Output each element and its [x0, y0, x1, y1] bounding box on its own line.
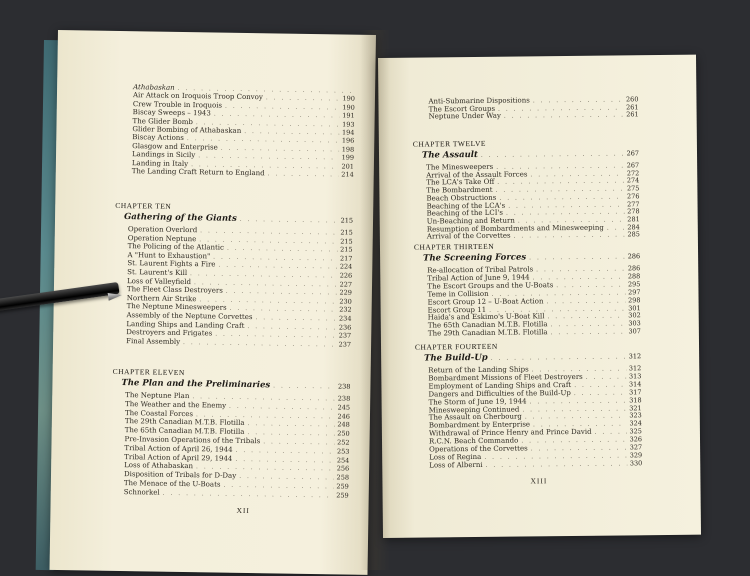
toc-entry-page: 215 [340, 228, 353, 237]
toc-entry-page: 191 [342, 111, 355, 120]
toc-leader-dots [551, 329, 626, 338]
toc-leader-dots [240, 216, 338, 225]
toc-entry-page: 230 [339, 297, 352, 306]
toc-entry-page: 193 [342, 120, 355, 129]
toc-entry-title: Glasgow and Enterprise [132, 141, 218, 152]
toc-entry-page: 313 [628, 372, 642, 381]
toc-entry-page: 232 [339, 305, 352, 315]
toc-entry-page: 317 [629, 387, 642, 397]
toc-entry-title: Bombardment by Enterprise [428, 420, 531, 430]
toc-entry-page: 217 [339, 254, 353, 263]
section-page: 267 [626, 149, 640, 158]
toc-entry-page: 198 [341, 145, 355, 154]
section-page: 286 [627, 252, 641, 261]
toc-entry-title: Final Assembly [126, 336, 181, 346]
toc-entry-title: Operation Neptune [127, 233, 197, 243]
toc-entry-page: 227 [339, 280, 353, 289]
toc-entry-title: Loss of Alberni [429, 460, 483, 470]
toc-entry-title: Beaching of the LCA's [426, 201, 506, 210]
chapter-heading: CHAPTER FOURTEEN [414, 341, 498, 352]
toc-entry-title: St. Laurent Fights a Fire [127, 259, 216, 269]
toc-entry-title: The Fleet Class Destroyers [126, 285, 223, 295]
toc-entry-page: 259 [336, 482, 349, 491]
toc-entry-page: 312 [628, 364, 642, 373]
right-page [378, 55, 701, 538]
toc-entry [429, 459, 642, 470]
toc-entry-page: 318 [629, 395, 642, 404]
chapter-heading: CHAPTER TWELVE [412, 138, 486, 149]
toc-entry-page: 253 [336, 447, 350, 456]
toc-entry-page: 307 [628, 327, 641, 336]
toc-entry-title: Destroyers and Frigates [126, 328, 213, 338]
toc-entry-title: Return of the Landing Ships [428, 365, 529, 375]
toc-entry-title: Beaching of the LCI's [426, 208, 504, 218]
section-title-text: The Assault [421, 149, 478, 161]
left-page [50, 30, 376, 575]
toc-entry-title: Arrival of the Assault Forces [426, 170, 528, 180]
toc-entry-title: Loss of Valleyfield [127, 276, 192, 286]
toc-entry-title: The Escort Groups and the U-Boats [427, 280, 554, 291]
toc-entry-page: 284 [627, 222, 640, 231]
toc-entry-page: 326 [629, 435, 643, 444]
toc-entry-page: 260 [625, 95, 639, 104]
toc-entry-title: The Minesweepers [426, 162, 494, 172]
toc-entry-page: 301 [628, 303, 641, 312]
toc-entry-page: 224 [339, 262, 353, 272]
toc-entry-title: Employment of Landing Ships and Craft [428, 380, 572, 391]
toc-entry-page: 252 [337, 438, 350, 447]
toc-entry-page: 295 [627, 280, 641, 289]
section-title-text: Gathering of the Giants [123, 212, 237, 224]
toc-entry-page: 236 [338, 323, 352, 332]
toc-entry-page: 237 [338, 331, 352, 340]
toc-entry-title: Re-allocation of Tribal Patrols [427, 265, 534, 275]
toc-entry-page: 238 [337, 394, 351, 403]
toc-entry-page: 199 [341, 153, 355, 162]
toc-entry-page: 190 [342, 94, 356, 104]
toc-entry-page: 329 [629, 451, 643, 460]
toc-entry-title: Air Attack on Iroquois Troop Convoy [132, 91, 263, 102]
toc-entry-title: Teme in Collision [427, 289, 489, 299]
toc-entry-title: The 29th Canadian M.T.B. Flotilla [124, 417, 245, 428]
right-folio: XIII [530, 476, 548, 486]
toc-entry-page: 281 [627, 215, 640, 224]
section-title-text: The Screening Forces [423, 252, 527, 264]
toc-leader-dots [486, 460, 627, 469]
right-toc [378, 55, 696, 470]
section-title [422, 148, 639, 160]
toc-entry-page: 190 [342, 103, 355, 112]
toc-entry-title: The Glider Bomb [132, 116, 193, 126]
toc-entry-title: Haida's and Eskimo's U-Boat Kill [427, 312, 545, 322]
toc-entry [427, 231, 640, 242]
toc-entry-page: 258 [336, 473, 350, 482]
toc-entry-page: 196 [341, 136, 355, 146]
toc-entry [428, 327, 641, 338]
toc-entry-title: The LCA's Take Off [426, 178, 495, 187]
toc-entry-title: The Bombardment [426, 185, 493, 195]
toc-entry-page: 277 [627, 199, 640, 208]
toc-entry-title: Tribal Action of April 29, 1944 [124, 452, 233, 463]
toc-entry-page: 314 [628, 380, 642, 389]
toc-entry-page: 254 [336, 456, 350, 465]
section-title [124, 212, 353, 226]
toc-entry-page: 274 [626, 176, 640, 185]
toc-entry-title: Loss of Athabaskan [124, 461, 194, 471]
toc-entry-title: Landing in Italy [131, 158, 189, 168]
toc-entry-page: 297 [628, 287, 641, 297]
toc-entry-page: 288 [627, 272, 641, 281]
toc-entry-title: Beach Obstructions [426, 193, 497, 203]
toc-leader-dots [491, 353, 626, 361]
toc-leader-dots [481, 150, 624, 158]
section-title-text: The Build-Up [424, 352, 488, 364]
toc-entry-page: 245 [337, 403, 351, 412]
toc-entry-title: Biscay Actions [132, 133, 184, 143]
toc-entry-title: Escort Group 12 – U-Boat Action [427, 296, 544, 307]
toc-entry-page: 275 [626, 184, 640, 193]
toc-leader-dots [529, 253, 625, 261]
toc-entry-page: 250 [337, 429, 350, 438]
left-toc [58, 30, 376, 500]
section-title [423, 251, 640, 263]
toc-entry-page: 330 [629, 459, 643, 468]
toc-entry-title: The Escort Groups [428, 104, 496, 114]
toc-entry-page: 261 [626, 110, 639, 119]
section-page: 215 [340, 216, 354, 225]
toc-entry-title: Disposition of Tribals for D-Day [123, 470, 237, 481]
toc-entry-title: The Coastal Forces [124, 408, 194, 418]
toc-entry-title: Tribal Action of June 9, 1944 [427, 273, 530, 283]
toc-entry-page: 286 [627, 264, 641, 273]
toc-entry-title: St. Laurent's Kill [127, 268, 188, 278]
toc-entry-title: The 29th Canadian M.T.B. Flotilla [427, 328, 548, 338]
toc-entry-page: 194 [341, 128, 355, 137]
toc-leader-dots [163, 489, 334, 500]
chapter-heading: CHAPTER TEN [115, 200, 172, 211]
toc-entry-title: The 65th Canadian M.T.B. Flotilla [427, 320, 548, 330]
toc-entry-title: The Menace of the U-Boats [123, 479, 221, 489]
toc-entry-title: Resumption of Bombardments and Minesweeping [426, 223, 604, 234]
toc-entry-page: 321 [629, 403, 642, 412]
toc-entry-title: Crew Trouble in Iroquois [132, 99, 223, 110]
toc-entry-title: Schnorkel [123, 487, 160, 497]
toc-entry-page: 229 [339, 288, 352, 297]
toc-entry-title: The Policing of the Atlantic [127, 242, 225, 252]
toc-entry-title: Arrival of the Corvettes [426, 231, 511, 241]
section-title-text: The Plan and the Preliminaries [121, 378, 271, 391]
toc-entry-title: The Storm of June 19, 1944 [428, 397, 527, 407]
section-title [424, 351, 641, 363]
toc-entry-title: Anti-Submarine Dispositions [428, 96, 530, 106]
section-page: 312 [628, 352, 642, 361]
toc-entry-title: Operation Overlord [127, 225, 198, 235]
toc-entry-page: 201 [341, 162, 354, 171]
toc-entry-page: 325 [629, 427, 642, 436]
toc-entry-title: Athabaskan [133, 83, 175, 92]
toc-leader-dots [183, 339, 336, 349]
section-page: 238 [337, 382, 351, 391]
toc-entry-page: 267 [626, 161, 640, 170]
toc-entry-page: 226 [339, 271, 353, 280]
toc-entry-page: 261 [626, 102, 639, 111]
toc-entry-page: 246 [337, 412, 351, 421]
toc-entry-title: R.C.N. Beach Commando [428, 436, 519, 446]
toc-entry-title: Withdrawal of Prince Henry and Prince David [428, 427, 592, 438]
toc-entry-title: The Assault on Cherbourg [428, 412, 522, 422]
toc-entry-title: Bombardment Missions of Fleet Destroyers [428, 372, 583, 383]
toc-leader-dots [514, 232, 625, 241]
chapter-heading: CHAPTER ELEVEN [112, 366, 185, 378]
toc-entry-title: Neptune Under Way [428, 111, 501, 121]
toc-entry-page: 215 [340, 245, 353, 254]
toc-entry-title: Dangers and Difficulties of the Build-Up [428, 388, 571, 399]
toc-entry-page: 237 [338, 340, 352, 349]
toc-entry-title: The Neptune Minesweepers [126, 302, 227, 313]
toc-leader-dots [504, 112, 623, 121]
toc-entry-title: Glider Bombing of Athabaskan [132, 125, 242, 135]
toc-entry-title: Minesweeping Continued [428, 405, 520, 414]
toc-entry-title: Un-Beaching and Return [426, 216, 515, 226]
toc-entry-title: Pre-Invasion Operations of the Tribals [124, 435, 261, 446]
toc-entry-page: 303 [628, 319, 641, 328]
toc-entry-title: The 65th Canadian M.T.B. Flotilla [124, 426, 245, 437]
toc-entry-page: 298 [628, 295, 641, 304]
toc-entry-title: The Weather and the Enemy [125, 399, 227, 410]
toc-entry-title: A "Hunt to Exhaustion" [127, 250, 211, 261]
toc-entry-title: Northern Air Strike [126, 293, 197, 304]
toc-entry-page: 234 [339, 314, 352, 323]
toc-entry-page: 256 [336, 464, 350, 474]
chapter-heading: CHAPTER THIRTEEN [413, 241, 495, 252]
toc-entry-title: The Neptune Plan [125, 391, 190, 401]
toc-entry-page: 285 [627, 230, 640, 239]
toc-entry-title: Landing Ships and Landing Craft [126, 319, 245, 330]
toc-entry-page: 327 [629, 443, 643, 452]
toc-entry-title: Loss of Regina [429, 452, 482, 462]
section-title [121, 378, 350, 392]
toc-entry-page: 215 [340, 237, 353, 246]
toc-entry-title: Biscay Sweeps – 1943 [132, 108, 211, 118]
toc-entry-page: 248 [337, 420, 350, 430]
toc-entry-title: Landings in Sicily [131, 150, 196, 160]
toc-entry-page: 276 [626, 192, 640, 201]
toc-entry-page: 323 [629, 411, 642, 420]
left-folio: XII [236, 505, 250, 516]
toc-entry-title: Operations of the Corvettes [429, 444, 528, 454]
toc-entry-title: Escort Group 11 [427, 305, 487, 314]
toc-entry-page: 302 [628, 311, 641, 320]
toc-entry-title: Tribal Action of April 26, 1944 [124, 443, 233, 454]
toc-leader-dots [268, 170, 339, 179]
toc-entry-page: 214 [341, 170, 354, 179]
toc-entry-title: The Landing Craft Return to England [131, 167, 265, 178]
toc-entry-page: 278 [627, 207, 640, 216]
toc-entry-page: 259 [336, 491, 349, 500]
toc-leader-dots [273, 382, 335, 390]
toc-entry [429, 110, 639, 121]
toc-entry-page: 324 [629, 419, 642, 428]
toc-entry-page: 272 [626, 168, 640, 178]
toc-entry-title: Assembly of the Neptune Corvettes [126, 311, 253, 322]
